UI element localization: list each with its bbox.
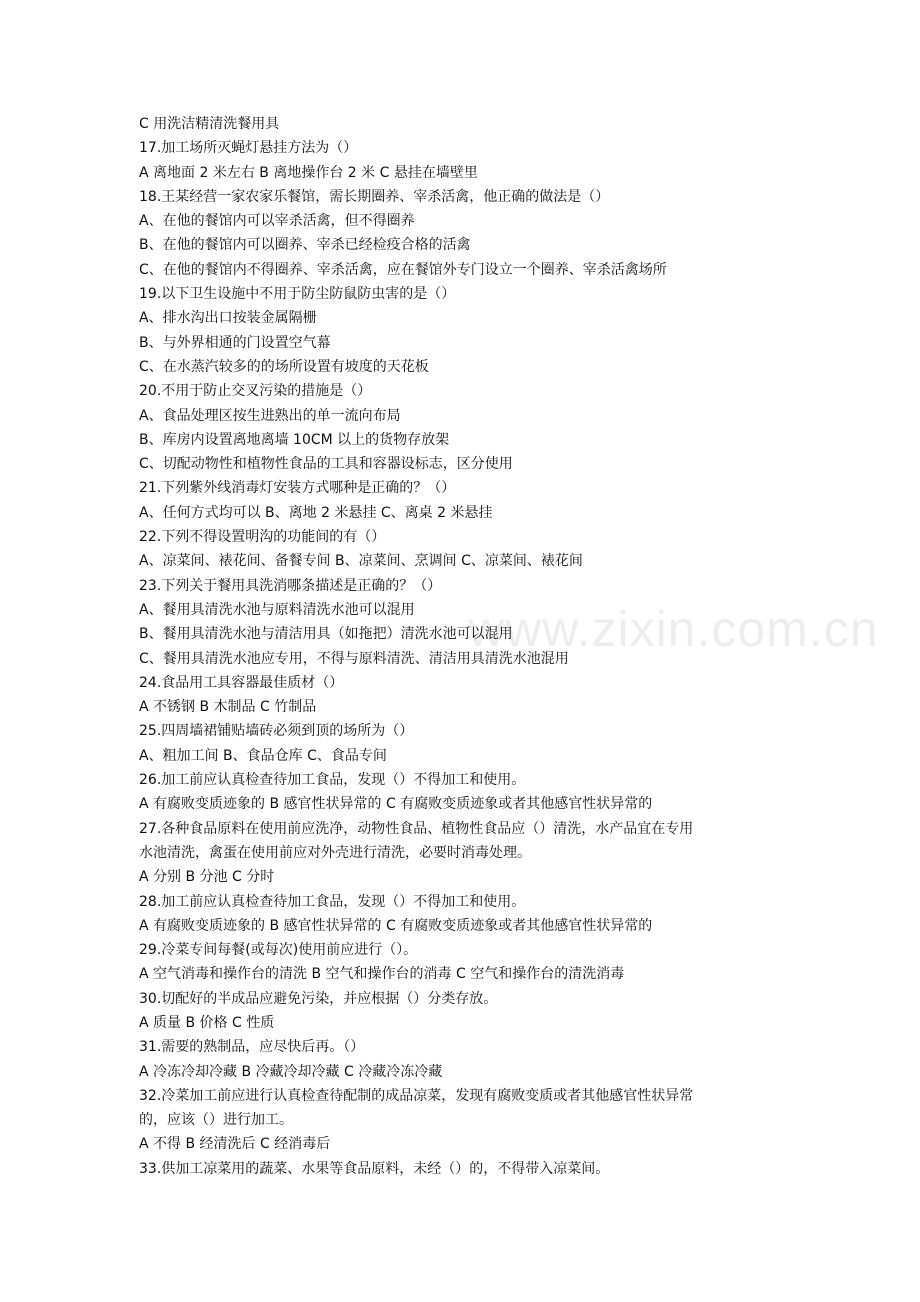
text-line: A、凉菜间、裱花间、备餐专间 B、凉菜间、烹调间 C、凉菜间、裱花间 [139, 553, 583, 570]
text-line: 25.四周墙裙铺贴墙砖必须到顶的场所为（） [139, 723, 414, 740]
text-line: B、库房内设置离地离墙 10CM 以上的货物存放架 [139, 431, 450, 448]
text-line: C、餐用具清洗水池应专用，不得与原料清洗、清洁用具清洗水池混用 [139, 650, 569, 667]
text-line: A 空气消毒和操作台的清洗 B 空气和操作台的消毒 C 空气和操作台的清洗消毒 [139, 966, 625, 983]
text-line: A 不得 B 经清洗后 C 经消毒后 [139, 1136, 331, 1153]
text-line: 28.加工前应认真检查待加工食品，发现（）不得加工和使用。 [139, 893, 526, 910]
question-text-block [139, 112, 799, 1181]
text-line: A 分别 B 分池 C 分时 [139, 869, 275, 886]
text-line: 22.下列不得设置明沟的功能间的有（） [139, 529, 386, 546]
text-line: 的，应该（）进行加工。 [139, 1112, 293, 1129]
text-line: C 用洗洁精清洗餐用具 [139, 116, 280, 132]
watermark: www.zixin.com.cn [468, 601, 879, 657]
text-line: A 不锈钢 B 木制品 C 竹制品 [139, 699, 317, 716]
text-line: C、在水蒸汽较多的的场所设置有坡度的天花板 [139, 358, 429, 375]
text-line: B、餐用具清洗水池与清洁用具（如拖把）清洗水池可以混用 [139, 626, 513, 643]
text-line: 水池清洗，禽蛋在使用前应对外壳进行清洗，必要时消毒处理。 [139, 844, 531, 861]
text-line: 30.切配好的半成品应避免污染，并应根据（）分类存放。 [139, 990, 498, 1007]
text-line: 21.下列紫外线消毒灯安装方式哪种是正确的？（） [139, 480, 456, 497]
text-line: 33.供加工凉菜用的蔬菜、水果等食品原料，未经（）的，不得带入凉菜间。 [139, 1160, 610, 1177]
text-line: C、在他的餐馆内不得圈养、宰杀活禽，应在餐馆外专门设立一个圈养、宰杀活禽场所 [139, 261, 667, 278]
text-line: C、切配动物性和植物性食品的工具和容器设标志，区分使用 [139, 456, 513, 473]
text-line: A 有腐败变质迹象的 B 感官性状异常的 C 有腐败变质迹象或者其他感官性状异常的 [139, 796, 653, 813]
text-line: 31.需要的熟制品，应尽快后再。（） [139, 1039, 365, 1056]
text-line: A、餐用具清洗水池与原料清洗水池可以混用 [139, 601, 415, 618]
text-line: A 离地面 2 米左右 B 离地操作台 2 米 C 悬挂在墙壁里 [139, 164, 478, 181]
text-line: 23.下列关于餐用具洗消哪条描述是正确的？（） [139, 577, 442, 594]
text-line: 26.加工前应认真检查待加工食品，发现（）不得加工和使用。 [139, 772, 526, 789]
text-line: 17.加工场所灭蝇灯悬挂方法为（） [139, 140, 358, 157]
text-line: A、任何方式均可以 B、离地 2 米悬挂 C、离桌 2 米悬挂 [139, 504, 493, 521]
text-line: A、在他的餐馆内可以宰杀活禽，但不得圈养 [139, 213, 415, 230]
text-line: B、与外界相通的门设置空气幕 [139, 334, 331, 351]
text-line: A 冷冻冷却冷藏 B 冷藏冷却冷藏 C 冷藏冷冻冷藏 [139, 1063, 443, 1080]
text-line: 24.食品用工具容器最佳质材（） [139, 674, 344, 691]
text-line: 19.以下卫生设施中不用于防尘防鼠防虫害的是（） [139, 286, 456, 303]
text-line: 29.冷菜专间每餐(或每次)使用前应进行（）。 [139, 942, 418, 959]
text-line: A、食品处理区按生进熟出的单一流向布局 [139, 407, 401, 424]
text-line: B、在他的餐馆内可以圈养、宰杀已经检疫合格的活禽 [139, 237, 471, 254]
text-line: 27.各种食品原料在使用前应洗净，动物性食品、植物性食品应（）清洗，水产品宜在专用 [139, 820, 694, 837]
text-line: 20.不用于防止交叉污染的措施是（） [139, 383, 372, 400]
text-line: 32.冷菜加工前应进行认真检查待配制的成品凉菜，发现有腐败变质或者其他感官性状异常 [139, 1087, 694, 1104]
text-line: 18.王某经营一家农家乐餐馆，需长期圈养、宰杀活禽，他正确的做法是（） [139, 188, 610, 205]
text-line: A 有腐败变质迹象的 B 感官性状异常的 C 有腐败变质迹象或者其他感官性状异常的 [139, 917, 653, 934]
text-line: A、粗加工间 B、食品仓库 C、食品专间 [139, 747, 387, 764]
text-line: A、排水沟出口按装金属隔栅 [139, 310, 317, 327]
text-line: A 质量 B 价格 C 性质 [139, 1014, 275, 1031]
